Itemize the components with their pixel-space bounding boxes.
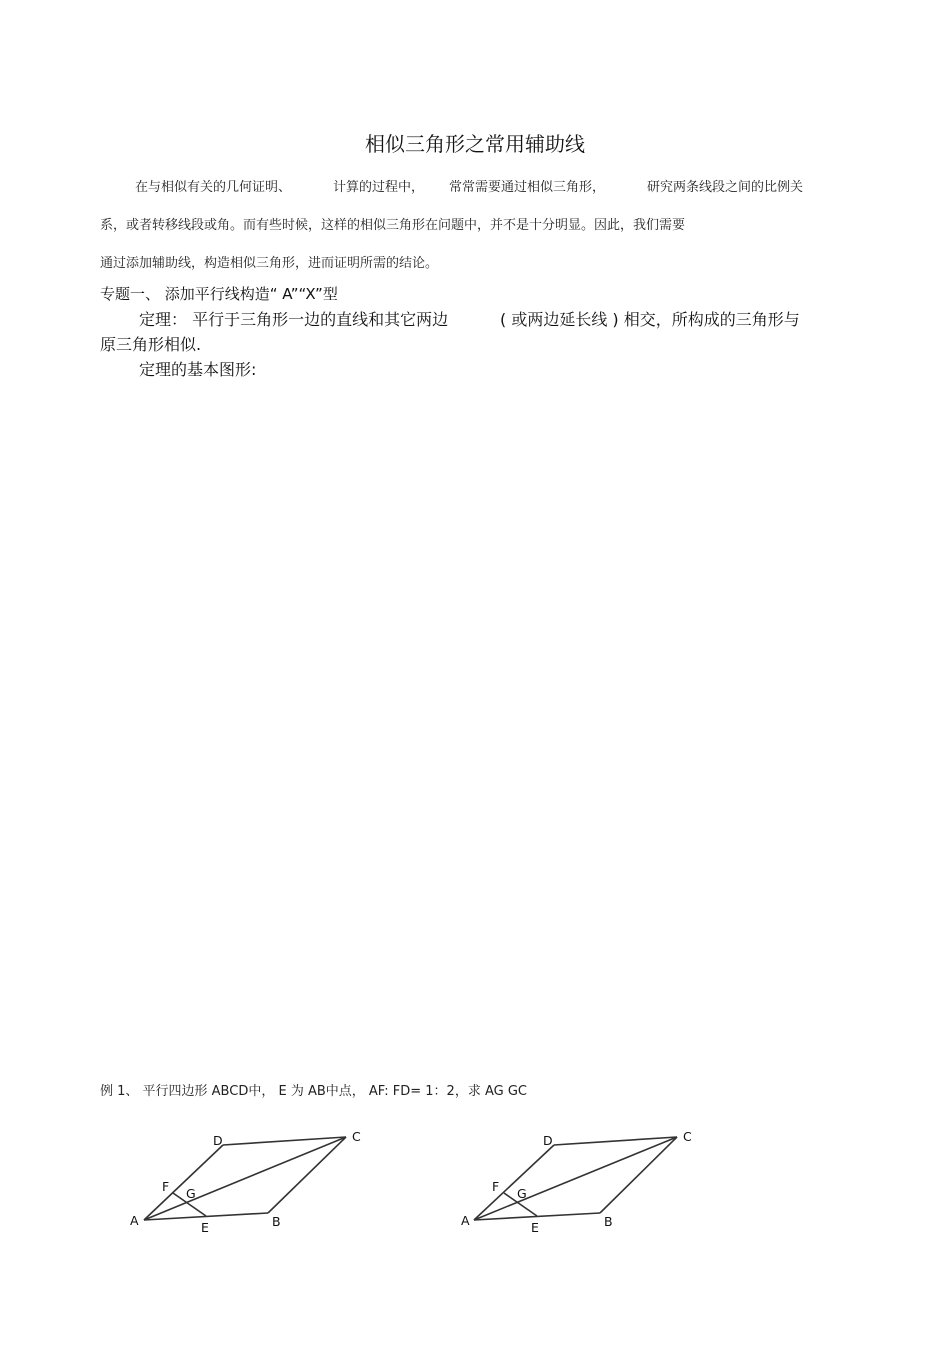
label-c-2: C xyxy=(683,1129,692,1144)
label-g-2: G xyxy=(517,1186,527,1201)
segment-ac-2 xyxy=(474,1137,677,1220)
label-a-2: A xyxy=(461,1213,470,1228)
intro-line-1d: 研究两条线段之间的比例关 xyxy=(647,180,804,195)
example-1-text: 例 1、 平行四边形 ABCD中， E 为 AB中点， AF: FD= 1：2，求 AG GC xyxy=(100,1084,527,1099)
label-b: B xyxy=(272,1214,281,1229)
theorem-line-1a: 定理： 平行于三角形一边的直线和其它两边 xyxy=(139,310,449,329)
segment-da-2 xyxy=(474,1145,554,1220)
label-g: G xyxy=(186,1186,196,1201)
label-e: E xyxy=(201,1220,209,1235)
label-b-2: B xyxy=(604,1214,613,1229)
segment-bc-2 xyxy=(600,1137,677,1213)
label-f: F xyxy=(162,1179,170,1194)
segment-da xyxy=(144,1145,223,1220)
theorem-line-2: 原三角形相似. xyxy=(100,335,202,354)
intro-line-1b: 计算的过程中， xyxy=(333,180,425,195)
segment-ac xyxy=(144,1137,346,1220)
segment-bc xyxy=(268,1137,346,1213)
intro-line-1a: 在与相似有关的几何证明、 xyxy=(135,180,292,195)
label-c: C xyxy=(352,1129,361,1144)
intro-line-1c: 常常需要通过相似三角形， xyxy=(449,180,606,195)
label-d-2: D xyxy=(543,1133,553,1148)
theorem-line-1b: ( 或两边延长线 ) 相交，所构成的三角形与 xyxy=(500,310,800,329)
intro-line-3: 通过添加辅助线，构造相似三角形，进而证明所需的结论。 xyxy=(100,256,439,271)
label-e-2: E xyxy=(531,1220,539,1235)
intro-line-2: 系，或者转移线段或角。而有些时候，这样的相似三角形在问题中，并不是十分明显。因此，我们需要 xyxy=(100,218,686,233)
label-a: A xyxy=(130,1213,139,1228)
page-title: 相似三角形之常用辅助线 xyxy=(365,132,585,156)
segment-ab xyxy=(144,1213,268,1220)
topic-heading: 专题一、 添加平行线构造“ A”“X”型 xyxy=(100,285,338,303)
label-f-2: F xyxy=(492,1179,500,1194)
label-d: D xyxy=(213,1133,223,1148)
basic-figure-label: 定理的基本图形: xyxy=(139,360,257,379)
segment-ab-2 xyxy=(474,1213,600,1220)
